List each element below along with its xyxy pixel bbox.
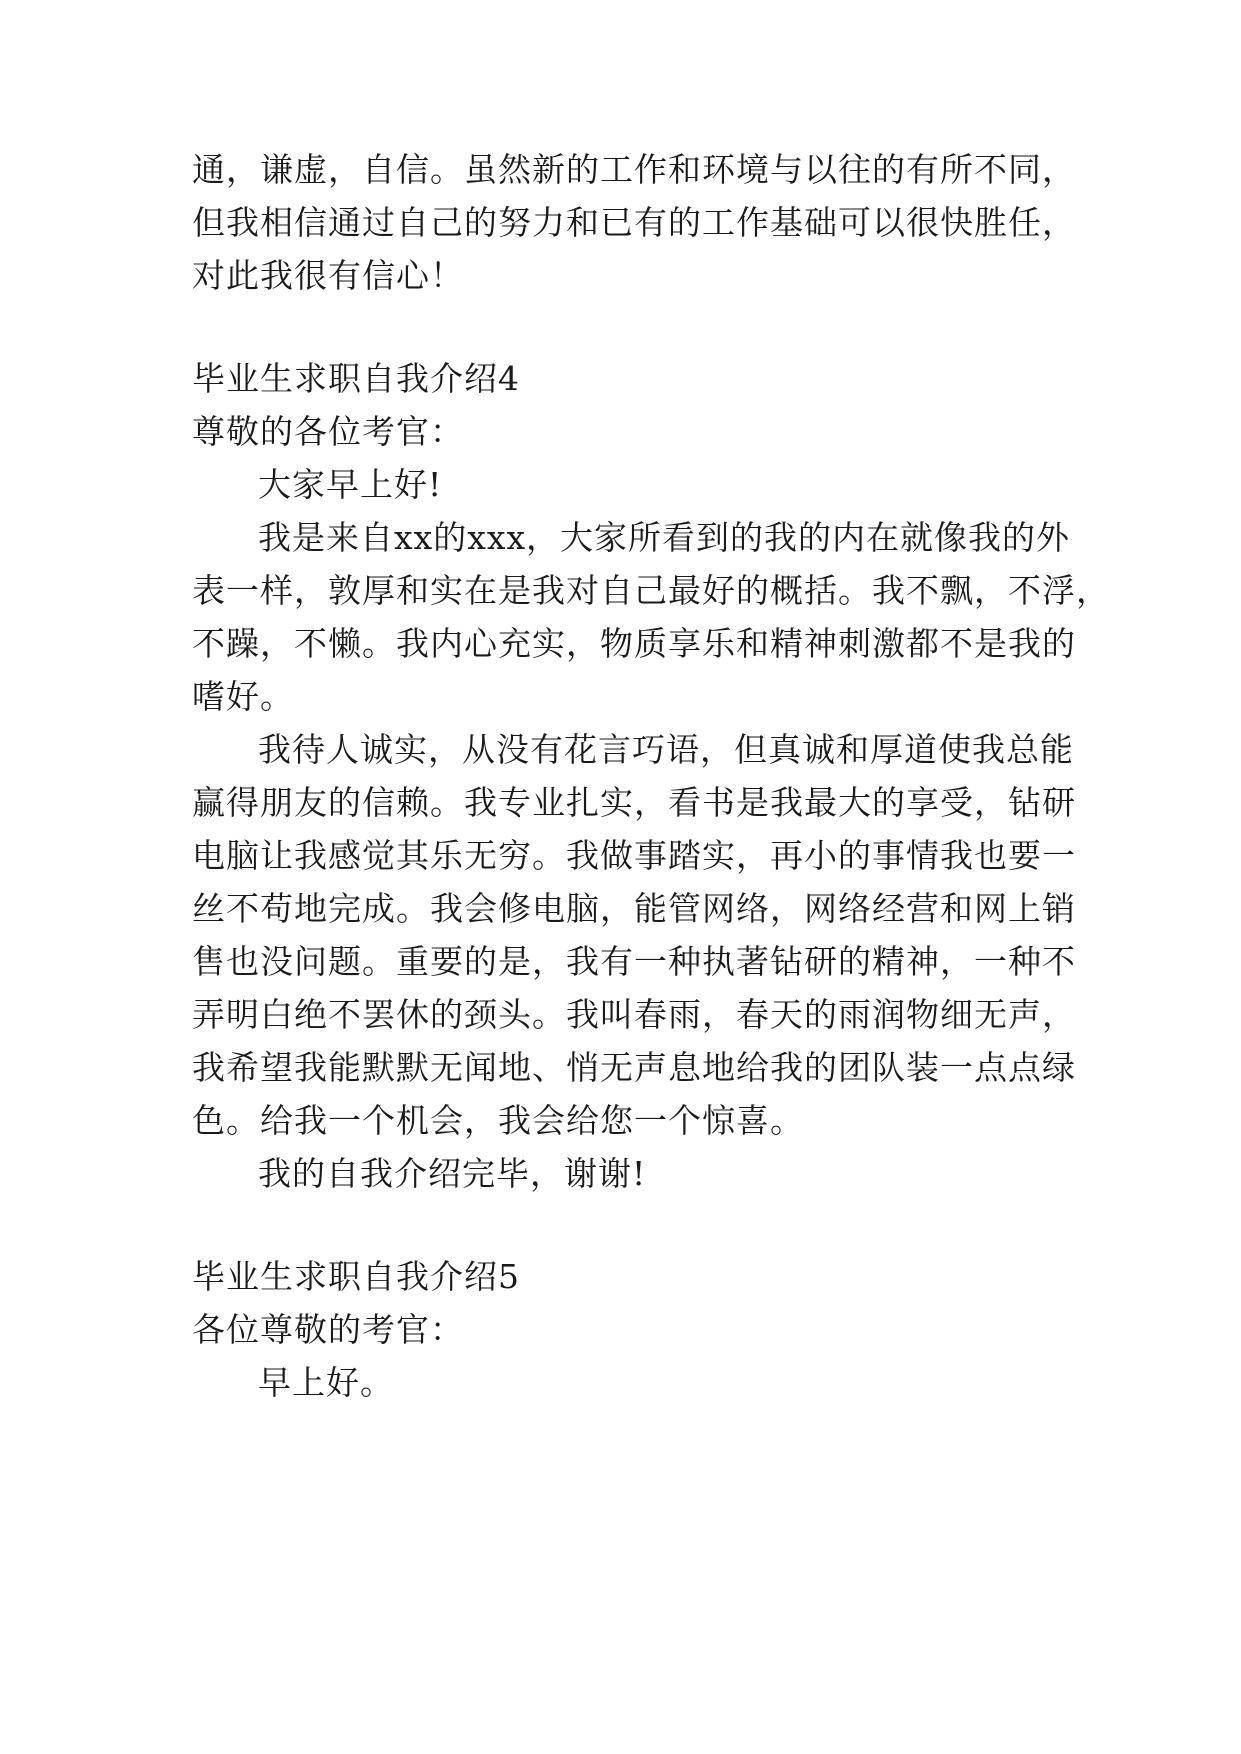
greeting-4: 大家早上好! [258, 465, 443, 504]
section-title-4: 毕业生求职自我介绍4 [192, 359, 520, 398]
salutation-5: 各位尊敬的考官： [192, 1310, 464, 1349]
paragraph-line: 不躁，不懒。我内心充实，物质享乐和精神刺激都不是我的 [192, 624, 1076, 663]
paragraph-line: 我待人诚实，从没有花言巧语，但真诚和厚道使我总能 [258, 730, 1074, 769]
paragraph-line: 色。给我一个机会，我会给您一个惊喜。 [192, 1101, 804, 1140]
salutation-4: 尊敬的各位考官： [192, 412, 464, 451]
paragraph-line: 赢得朋友的信赖。我专业扎实，看书是我最大的享受，钻研 [192, 783, 1076, 822]
greeting-5: 早上好。 [258, 1363, 394, 1402]
section-title-5: 毕业生求职自我介绍5 [192, 1257, 520, 1296]
paragraph-line: 表一样，敦厚和实在是我对自己最好的概括。我不飘，不浮， [192, 571, 1110, 610]
paragraph-line: 我希望我能默默无闻地、悄无声息地给我的团队装一点点绿 [192, 1048, 1076, 1087]
continuation-line: 通，谦虚，自信。虽然新的工作和环境与以往的有所不同， [192, 150, 1076, 189]
paragraph-line: 电脑让我感觉其乐无穷。我做事踏实，再小的事情我也要一 [192, 836, 1076, 875]
paragraph-line: 嗜好。 [192, 677, 294, 716]
closing-4: 我的自我介绍完毕，谢谢! [258, 1154, 647, 1193]
continuation-line: 但我相信通过自己的努力和已有的工作基础可以很快胜任， [192, 203, 1076, 242]
paragraph-line: 我是来自xx的xxx，大家所看到的我的内在就像我的外 [258, 518, 1071, 557]
paragraph-line: 售也没问题。重要的是，我有一种执著钻研的精神，一种不 [192, 942, 1076, 981]
continuation-line: 对此我很有信心！ [192, 256, 464, 295]
paragraph-line: 弄明白绝不罢休的颈头。我叫春雨，春天的雨润物细无声， [192, 995, 1076, 1034]
paragraph-line: 丝不苟地完成。我会修电脑，能管网络，网络经营和网上销 [192, 889, 1076, 928]
